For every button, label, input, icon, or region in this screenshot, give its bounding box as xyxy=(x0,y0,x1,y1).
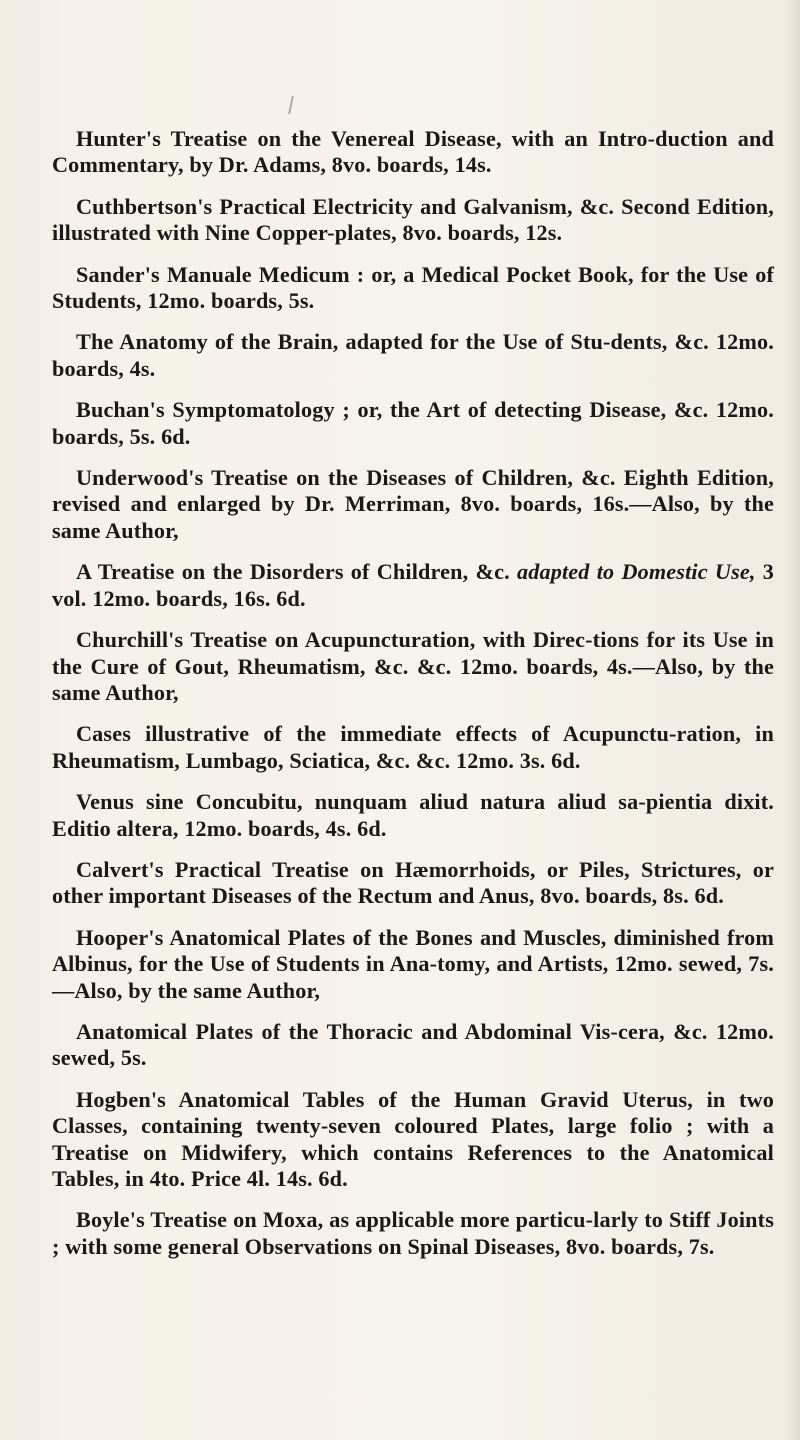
list-item: Cuthbertson's Practical Electricity and Galvanism, &c. Second Edition, illustrated with Nine Copper-plates, 8vo. boards, 12s. xyxy=(52,193,774,246)
book-advertisement-list xyxy=(52,126,774,1275)
list-item: Boyle's Treatise on Moxa, as applicable more particu-larly to Stiff Joints ; with some general Observations on Spinal Diseases, 8vo. boards, 7s. xyxy=(52,1207,774,1259)
list-item xyxy=(52,559,774,612)
list-item: Underwood's Treatise on the Diseases of Children, &c. Eighth Edition, revised and enlarged by Dr. Merriman, 8vo. boards, 16s.—Also, by the same Author, xyxy=(52,465,774,543)
list-item: Anatomical Plates of the Thoracic and Abdominal Vis-cera, &c. 12mo. sewed, 5s. xyxy=(52,1018,774,1071)
list-item: Cases illustrative of the immediate effects of Acupunctu-ration, in Rheumatism, Lumbago, Sciatica, &c. &c. 12mo. 3s. 6d. xyxy=(52,721,774,773)
list-item: Churchill's Treatise on Acupuncturation, with Direc-tions for its Use in the Cure of Gout, Rheumatism, &c. &c. 12mo. boards, 4s.—Also, by the same Author, xyxy=(52,627,774,705)
print-mark xyxy=(288,96,300,114)
entry-italic-text: adapted to Domestic Use, xyxy=(517,559,756,585)
list-item: Hunter's Treatise on the Venereal Disease, with an Intro-duction and Commentary, by Dr. Adams, 8vo. boards, 14s. xyxy=(52,126,774,178)
list-item: Buchan's Symptomatology ; or, the Art of detecting Disease, &c. 12mo. boards, 5s. 6d. xyxy=(52,397,774,449)
list-item: Hogben's Anatomical Tables of the Human Gravid Uterus, in two Classes, containing twenty-seven coloured Plates, large folio ; with a Treatise on Midwifery, which contains References to the Anatomical Tables, in 4to. Price 4l. 14s. 6d. xyxy=(52,1086,774,1191)
list-item: Hooper's Anatomical Plates of the Bones and Muscles, diminished from Albinus, for the Use of Students in Ana-tomy, and Artists, 12mo. sewed, 7s.—Also, by the same Author, xyxy=(52,924,774,1003)
entry-text: A Treatise on the Disorders of Children, &c. xyxy=(76,559,518,585)
list-item: Calvert's Practical Treatise on Hæmorrhoids, or Piles, Strictures, or other important Diseases of the Rectum and Anus, 8vo. boards, 8s. 6d. xyxy=(52,856,774,909)
page-edge-shadow xyxy=(786,0,800,1440)
entry-text: 3 vol. 12mo. boards, 16s. 6d. xyxy=(52,559,774,611)
list-item: The Anatomy of the Brain, adapted for the Use of Stu-dents, &c. 12mo. boards, 4s. xyxy=(52,329,774,381)
list-item: Sander's Manuale Medicum : or, a Medical Pocket Book, for the Use of Students, 12mo. boards, 5s. xyxy=(52,261,774,314)
list-item: Venus sine Concubitu, nunquam aliud natura aliud sa-pientia dixit. Editio altera, 12mo. boards, 4s. 6d. xyxy=(52,789,774,841)
